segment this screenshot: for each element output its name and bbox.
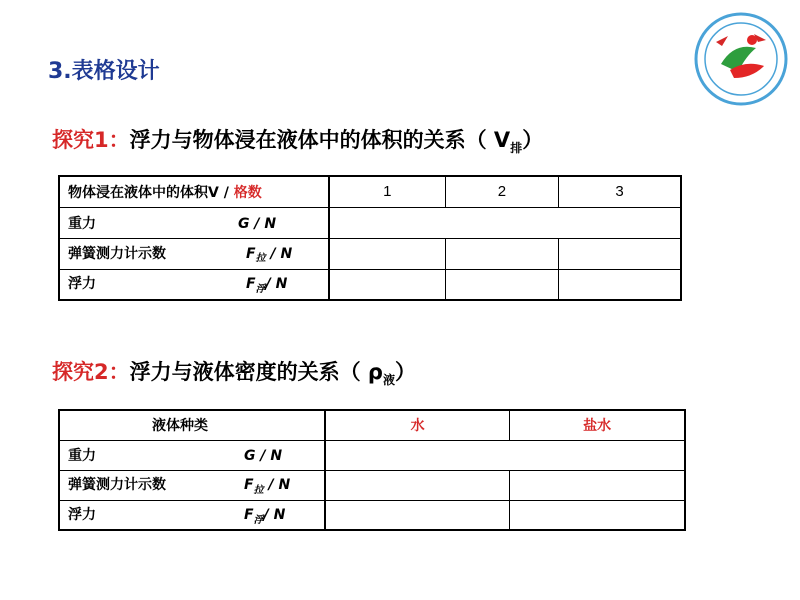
row-label: 弹簧测力计示数 [68, 245, 166, 262]
row-label: 重力 [68, 215, 96, 232]
row-unit-tail: / N [268, 477, 291, 494]
row-unit-sub: 拉 [255, 253, 266, 265]
row-unit-main: F [244, 506, 254, 523]
row-unit-tail: / N [263, 506, 286, 523]
row-unit-sub: 浮 [255, 284, 266, 296]
table-cell [445, 238, 558, 269]
table-cell [325, 440, 685, 470]
table-cell [510, 500, 685, 530]
section2-heading-suffix: ） [394, 360, 416, 384]
table-cell [510, 470, 685, 500]
section2-prefix: 探究2： [52, 360, 130, 384]
section2-heading-text: 浮力与液体密度的关系（ ρ [129, 360, 383, 384]
row-unit-sub: 拉 [253, 484, 264, 496]
table-cell [59, 207, 329, 238]
table-row [59, 410, 685, 440]
table-cell [59, 238, 329, 269]
section1-heading-suffix: ） [522, 128, 544, 152]
row-unit: G / N [244, 448, 283, 464]
row-label: 弹簧测力计示数 [68, 477, 166, 494]
table-cell [59, 176, 329, 207]
row-unit-tail: / N [270, 245, 293, 262]
section1-heading-sub: 排 [510, 141, 523, 156]
table-cell [325, 500, 510, 530]
column-header: 盐水 [510, 410, 685, 440]
table-cell [329, 269, 445, 300]
table-cell [59, 500, 325, 530]
table-cell [59, 470, 325, 500]
table-cell [59, 440, 325, 470]
column-header: 1 [329, 176, 445, 207]
table-row [59, 470, 685, 500]
column-header: 水 [325, 410, 510, 440]
column-header: 3 [559, 176, 681, 207]
row-unit-main: F [244, 477, 254, 494]
table-experiment1 [58, 175, 682, 301]
table-cell [445, 269, 558, 300]
table-row [59, 207, 681, 238]
table-cell [329, 238, 445, 269]
row-unit-main: F [246, 276, 256, 293]
page-title: 3.表格设计 [48, 59, 160, 84]
school-logo-icon [694, 12, 788, 106]
table-cell [325, 470, 510, 500]
table-experiment2 [58, 409, 686, 531]
table-row [59, 440, 685, 470]
table-cell [559, 238, 681, 269]
table-cell [329, 207, 681, 238]
column-header: 2 [445, 176, 558, 207]
row-unit: G / N [238, 215, 277, 232]
header-label: 物体浸在液体中的体积V / [68, 184, 229, 201]
row-label: 浮力 [68, 276, 96, 293]
table-cell [559, 269, 681, 300]
table-cell [59, 269, 329, 300]
section1-heading [52, 124, 543, 156]
table-row [59, 176, 681, 207]
section2-heading-sub: 液 [382, 373, 395, 388]
section1-heading-text: 浮力与物体浸在液体中的体积的关系（ V [129, 128, 511, 152]
section2-heading [52, 356, 416, 388]
row-unit-tail: / N [265, 276, 288, 293]
table-row [59, 500, 685, 530]
section1-prefix: 探究1： [52, 128, 130, 152]
header-label: 液体种类 [59, 410, 325, 440]
table-row [59, 269, 681, 300]
table-row [59, 238, 681, 269]
row-label: 重力 [68, 448, 96, 464]
row-unit-main: F [246, 245, 256, 262]
row-label: 浮力 [68, 506, 96, 523]
row-unit-sub: 浮 [253, 514, 264, 526]
header-unit: 格数 [233, 184, 262, 201]
